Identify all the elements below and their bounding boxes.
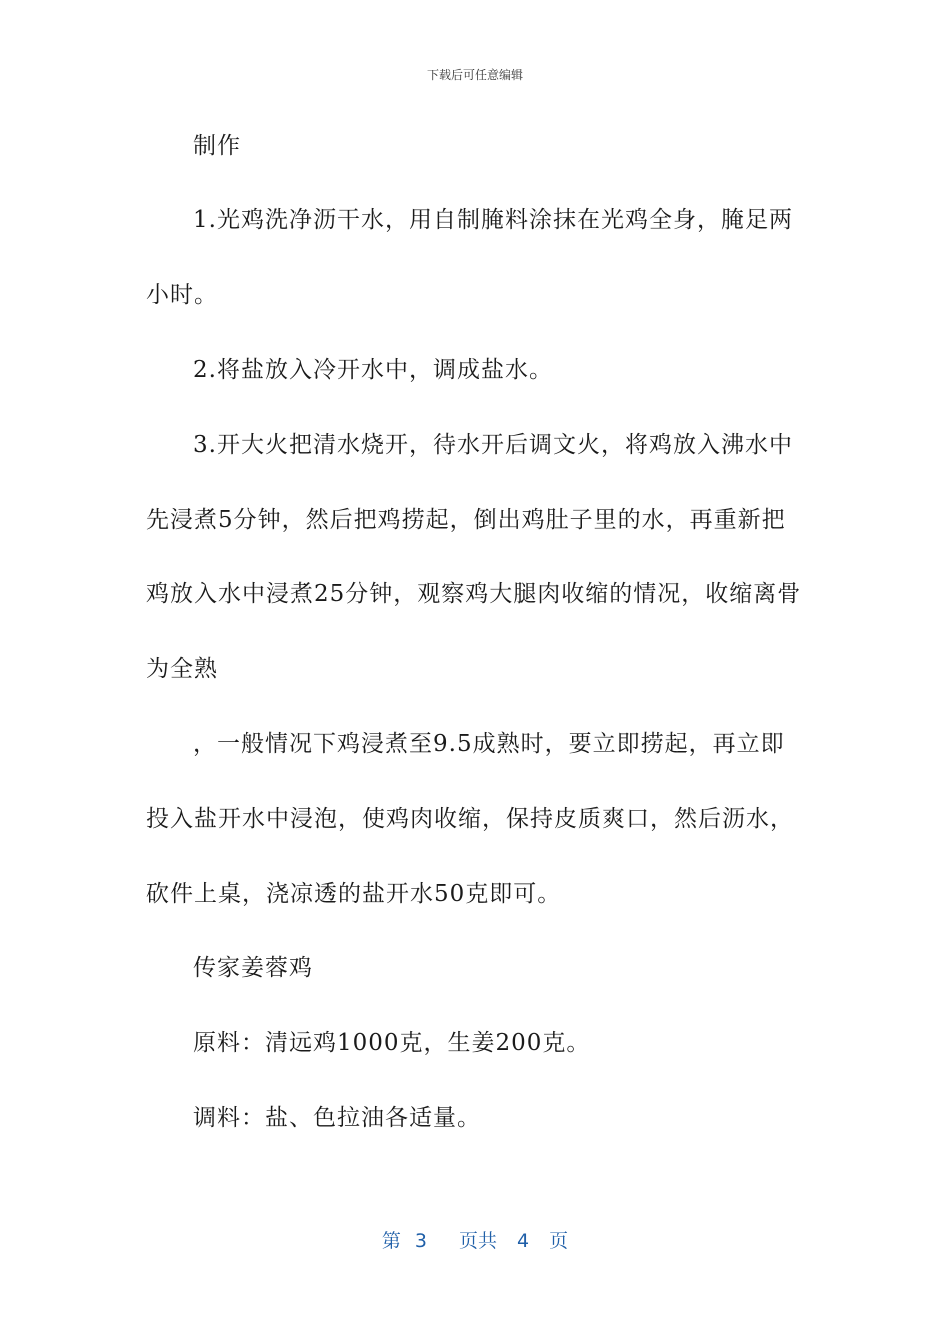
paragraph-line: 鸡放入水中浸煮25分钟，观察鸡大腿肉收缩的情况，收缩离骨 (146, 581, 802, 607)
seasoning-line: 调料：盐、色拉油各适量。 (193, 1105, 481, 1131)
total-pages-number: 4 (517, 1230, 530, 1252)
paragraph-line: 为全熟 (146, 656, 218, 682)
section-heading-making: 制作 (193, 133, 241, 159)
paragraph-line: 2.将盐放入冷开水中，调成盐水。 (193, 357, 553, 383)
paragraph-line: 投入盐开水中浸泡，使鸡肉收缩，保持皮质爽口，然后沥水， (146, 806, 794, 832)
paragraph-line: ，一般情况下鸡浸煮至9.5成熟时，要立即捞起，再立即 (193, 731, 785, 757)
ingredients-line: 原料：清远鸡1000克，生姜200克。 (193, 1030, 591, 1056)
current-page-number: 3 (414, 1230, 427, 1252)
paragraph-line: 3.开大火把清水烧开，待水开后调文火，将鸡放入沸水中 (193, 432, 793, 458)
paragraph-line: 1.光鸡洗净沥干水，用自制腌料涂抹在光鸡全身，腌足两 (193, 207, 793, 233)
page-label-mid: 页共 (458, 1230, 497, 1252)
paragraph-line: 小时。 (146, 282, 218, 308)
page-footer (0, 1226, 950, 1253)
page-header-note: 下载后可任意编辑 (426, 68, 523, 82)
paragraph-line: 砍件上桌，浇凉透的盐开水50克即可。 (146, 881, 562, 907)
page-label-prefix: 第 (381, 1230, 401, 1252)
paragraph-line: 先浸煮5分钟，然后把鸡捞起，倒出鸡肚子里的水，再重新把 (146, 507, 786, 533)
page-label-suffix: 页 (549, 1230, 569, 1252)
recipe-title: 传家姜蓉鸡 (193, 955, 313, 981)
